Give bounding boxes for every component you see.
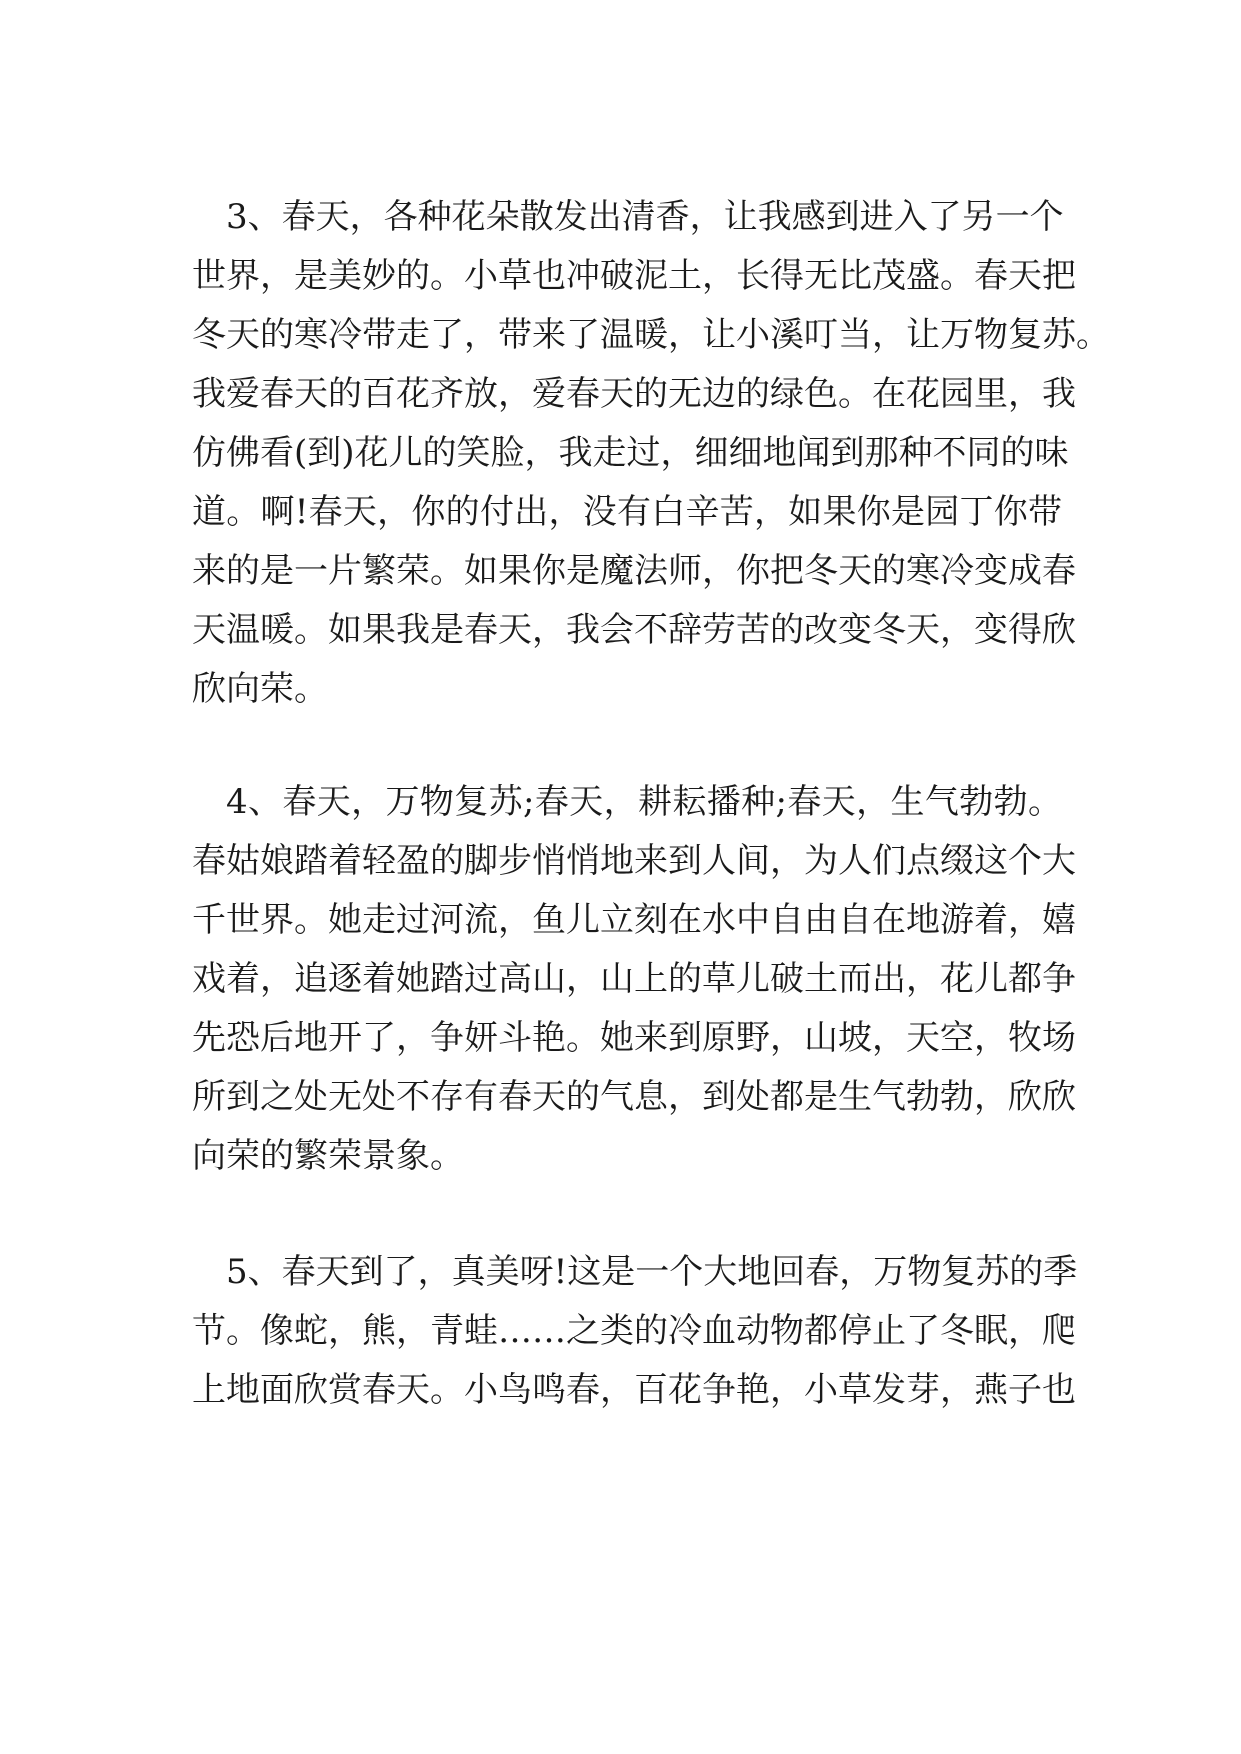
paragraph-line: 春姑娘踏着轻盈的脚步悄悄地来到人间，为人们点缀这个大 <box>192 841 1076 881</box>
paragraph-line: 5、春天到了，真美呀!这是一个大地回春，万物复苏的季 <box>226 1252 1078 1292</box>
paragraph-line: 来的是一片繁荣。如果你是魔法师，你把冬天的寒冷变成春 <box>192 551 1076 591</box>
paragraph-line: 千世界。她走过河流，鱼儿立刻在水中自由自在地游着，嬉 <box>192 900 1076 940</box>
paragraph-line: 世界，是美妙的。小草也冲破泥土，长得无比茂盛。春天把 <box>192 256 1076 296</box>
paragraph-line: 先恐后地开了，争妍斗艳。她来到原野，山坡，天空，牧场 <box>192 1018 1076 1058</box>
paragraph-line: 节。像蛇，熊，青蛙……之类的冷血动物都停止了冬眠，爬 <box>192 1311 1076 1351</box>
paragraph-line: 向荣的繁荣景象。 <box>192 1136 464 1176</box>
paragraph-line: 戏着，追逐着她踏过高山，山上的草儿破土而出，花儿都争 <box>192 959 1076 999</box>
paragraph-line: 天温暖。如果我是春天，我会不辞劳苦的改变冬天，变得欣 <box>192 610 1076 650</box>
paragraph-line: 欣向荣。 <box>192 669 328 709</box>
paragraph-line: 道。啊!春天，你的付出，没有白辛苦，如果你是园丁你带 <box>192 492 1062 532</box>
paragraph-line: 所到之处无处不存有春天的气息，到处都是生气勃勃，欣欣 <box>192 1077 1076 1117</box>
paragraph-line: 3、春天，各种花朵散发出清香，让我感到进入了另一个 <box>226 197 1064 237</box>
paragraph-line: 4、春天，万物复苏;春天，耕耘播种;春天，生气勃勃。 <box>226 782 1062 822</box>
paragraph-line: 仿佛看(到)花儿的笑脸，我走过，细细地闻到那种不同的味 <box>192 433 1069 473</box>
paragraph-line: 我爱春天的百花齐放，爱春天的无边的绿色。在花园里，我 <box>192 374 1076 414</box>
paragraph-line: 冬天的寒冷带走了，带来了温暖，让小溪叮当，让万物复苏。 <box>192 315 1110 355</box>
paragraph-line: 上地面欣赏春天。小鸟鸣春，百花争艳，小草发芽，燕子也 <box>192 1370 1076 1410</box>
